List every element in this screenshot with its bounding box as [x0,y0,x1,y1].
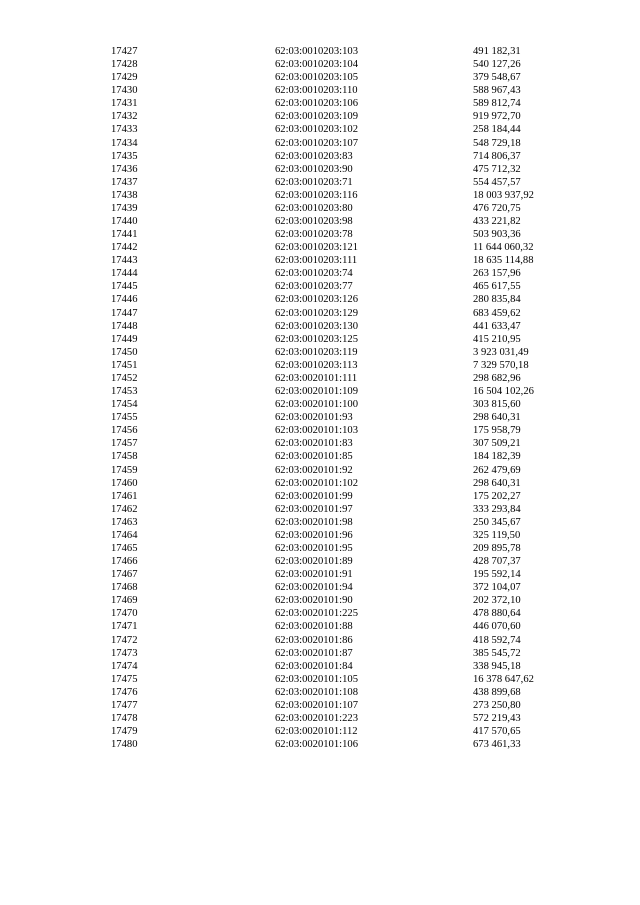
cadastral-number-cell: 62:03:0010203:98 [275,216,353,228]
table-row [0,123,640,136]
row-number-cell: 17459 [111,464,138,476]
cadastral-number-cell: 62:03:0010203:83 [275,150,353,162]
value-cell: 673 461,33 [473,739,521,751]
row-number-cell: 17466 [111,556,138,568]
value-cell: 298 682,96 [473,372,521,384]
value-cell: 379 548,67 [473,72,521,84]
cadastral-number-cell: 62:03:0020101:100 [275,399,358,411]
value-cell: 184 182,39 [473,451,521,463]
row-number-cell: 17446 [111,294,138,306]
row-number-cell: 17463 [111,516,138,528]
row-number-cell: 17450 [111,346,138,358]
cadastral-number-cell: 62:03:0010203:125 [275,333,358,345]
row-number-cell: 17439 [111,202,138,214]
row-number-cell: 17480 [111,739,138,751]
row-number-cell: 17432 [111,111,138,123]
table-row [0,385,640,398]
value-cell: 919 972,70 [473,111,521,123]
cadastral-number-cell: 62:03:0020101:106 [275,739,358,751]
cadastral-number-cell: 62:03:0020101:225 [275,608,358,620]
cadastral-number-cell: 62:03:0010203:110 [275,85,358,97]
table-row [0,594,640,607]
row-number-cell: 17462 [111,503,138,515]
value-cell: 175 202,27 [473,490,521,502]
row-number-cell: 17429 [111,72,138,84]
value-cell: 441 633,47 [473,320,521,332]
cadastral-number-cell: 62:03:0020101:99 [275,490,353,502]
cadastral-number-cell: 62:03:0020101:84 [275,660,353,672]
cadastral-number-cell: 62:03:0010203:119 [275,346,358,358]
row-number-cell: 17468 [111,582,138,594]
table-row [0,477,640,490]
row-number-cell: 17436 [111,163,138,175]
cadastral-number-cell: 62:03:0020101:103 [275,425,358,437]
value-cell: 540 127,26 [473,59,521,71]
row-number-cell: 17469 [111,595,138,607]
table-row [0,673,640,686]
row-number-cell: 17477 [111,699,138,711]
cadastral-number-cell: 62:03:0020101:98 [275,516,353,528]
row-number-cell: 17454 [111,399,138,411]
table-row [0,215,640,228]
value-cell: 417 570,65 [473,726,521,738]
row-number-cell: 17443 [111,255,138,267]
value-cell: 333 293,84 [473,503,521,515]
table-row [0,555,640,568]
row-number-cell: 17472 [111,634,138,646]
value-cell: 446 070,60 [473,621,521,633]
cadastral-number-cell: 62:03:0020101:109 [275,386,358,398]
row-number-cell: 17430 [111,85,138,97]
value-cell: 175 958,79 [473,425,521,437]
row-number-cell: 17451 [111,359,138,371]
cadastral-number-cell: 62:03:0020101:112 [275,726,358,738]
table-row [0,437,640,450]
table-row [0,241,640,254]
row-number-cell: 17457 [111,438,138,450]
value-cell: 16 378 647,62 [473,673,534,685]
table-row [0,84,640,97]
row-number-cell: 17445 [111,281,138,293]
value-cell: 262 479,69 [473,464,521,476]
cadastral-number-cell: 62:03:0020101:89 [275,556,353,568]
row-number-cell: 17465 [111,542,138,554]
row-number-cell: 17437 [111,176,138,188]
row-number-cell: 17460 [111,477,138,489]
row-number-cell: 17467 [111,569,138,581]
cadastral-number-cell: 62:03:0020101:93 [275,412,353,424]
value-cell: 714 806,37 [473,150,521,162]
value-cell: 3 923 031,49 [473,346,529,358]
table-row [0,424,640,437]
table-row [0,607,640,620]
value-cell: 465 617,55 [473,281,521,293]
row-number-cell: 17456 [111,425,138,437]
value-cell: 683 459,62 [473,307,521,319]
cadastral-number-cell: 62:03:0010203:103 [275,46,358,57]
value-cell: 11 644 060,32 [473,242,534,254]
cadastral-number-cell: 62:03:0020101:87 [275,647,353,659]
table-row [0,450,640,463]
cadastral-number-cell: 62:03:0020101:86 [275,634,353,646]
value-cell: 588 967,43 [473,85,521,97]
cadastral-number-cell: 62:03:0010203:126 [275,294,358,306]
cadastral-number-cell: 62:03:0020101:92 [275,464,353,476]
value-cell: 325 119,50 [473,529,521,541]
value-cell: 250 345,67 [473,516,521,528]
row-number-cell: 17444 [111,268,138,280]
table-row [0,137,640,150]
value-cell: 303 815,60 [473,399,521,411]
table-row [0,660,640,673]
table-row [0,398,640,411]
cadastral-number-cell: 62:03:0020101:95 [275,542,353,554]
table-row [0,176,640,189]
table-row [0,647,640,660]
value-cell: 415 210,95 [473,333,521,345]
table-row [0,346,640,359]
table-row [0,372,640,385]
value-cell: 195 592,14 [473,569,521,581]
table-row [0,464,640,477]
cadastral-number-cell: 62:03:0010203:116 [275,189,358,201]
cadastral-number-cell: 62:03:0010203:107 [275,137,358,149]
row-number-cell: 17478 [111,712,138,724]
row-number-cell: 17458 [111,451,138,463]
table-row [0,110,640,123]
value-cell: 491 182,31 [473,46,521,57]
value-cell: 372 104,07 [473,582,521,594]
row-number-cell: 17455 [111,412,138,424]
value-cell: 18 003 937,92 [473,189,534,201]
table-row [0,307,640,320]
cadastral-number-cell: 62:03:0020101:105 [275,673,358,685]
cadastral-number-cell: 62:03:0020101:83 [275,438,353,450]
row-number-cell: 17434 [111,137,138,149]
value-cell: 298 640,31 [473,412,521,424]
value-cell: 589 812,74 [473,98,521,110]
row-number-cell: 17449 [111,333,138,345]
row-number-cell: 17447 [111,307,138,319]
table-row [0,71,640,84]
table-row [0,411,640,424]
cadastral-number-cell: 62:03:0020101:108 [275,686,358,698]
row-number-cell: 17448 [111,320,138,332]
cadastral-number-cell: 62:03:0010203:104 [275,59,358,71]
row-number-cell: 17428 [111,59,138,71]
table-row [0,503,640,516]
table-row [0,490,640,503]
value-cell: 202 372,10 [473,595,521,607]
table-row [0,202,640,215]
table-row [0,280,640,293]
table-row [0,634,640,647]
value-cell: 273 250,80 [473,699,521,711]
value-cell: 338 945,18 [473,660,521,672]
table-row [0,738,640,751]
cadastral-number-cell: 62:03:0020101:97 [275,503,353,515]
row-number-cell: 17433 [111,124,138,136]
value-cell: 475 712,32 [473,163,521,175]
row-number-cell: 17438 [111,189,138,201]
value-cell: 428 707,37 [473,556,521,568]
table-row [0,97,640,110]
value-cell: 418 592,74 [473,634,521,646]
cadastral-number-cell: 62:03:0010203:109 [275,111,358,123]
value-cell: 263 157,96 [473,268,521,280]
value-cell: 478 880,64 [473,608,521,620]
value-cell: 385 545,72 [473,647,521,659]
value-cell: 209 895,78 [473,542,521,554]
cadastral-number-cell: 62:03:0020101:111 [275,372,358,384]
value-cell: 503 903,36 [473,229,521,241]
row-number-cell: 17440 [111,216,138,228]
cadastral-number-cell: 62:03:0010203:74 [275,268,353,280]
table-row [0,712,640,725]
row-number-cell: 17464 [111,529,138,541]
cadastral-number-cell: 62:03:0010203:129 [275,307,358,319]
value-cell: 280 835,84 [473,294,521,306]
cadastral-number-cell: 62:03:0010203:71 [275,176,353,188]
cadastral-number-cell: 62:03:0010203:78 [275,229,353,241]
value-cell: 572 219,43 [473,712,521,724]
cadastral-number-cell: 62:03:0010203:113 [275,359,358,371]
cadastral-number-cell: 62:03:0020101:223 [275,712,358,724]
table-row [0,228,640,241]
table-row [0,529,640,542]
row-number-cell: 17461 [111,490,138,502]
cadastral-number-cell: 62:03:0020101:94 [275,582,353,594]
cadastral-number-cell: 62:03:0010203:90 [275,163,353,175]
row-number-cell: 17452 [111,372,138,384]
table-row [0,686,640,699]
table-row [0,293,640,306]
cadastral-number-cell: 62:03:0010203:106 [275,98,358,110]
row-number-cell: 17431 [111,98,138,110]
table-row [0,333,640,346]
table-row [0,542,640,555]
cadastral-number-cell: 62:03:0020101:90 [275,595,353,607]
table-row [0,516,640,529]
row-number-cell: 17442 [111,242,138,254]
table-row [0,568,640,581]
table-row [0,150,640,163]
cadastral-number-cell: 62:03:0010203:130 [275,320,358,332]
cadastral-number-cell: 62:03:0010203:102 [275,124,358,136]
table-row [0,320,640,333]
cadastral-number-cell: 62:03:0010203:80 [275,202,353,214]
value-cell: 258 184,44 [473,124,521,136]
table-row [0,581,640,594]
cadastral-number-cell: 62:03:0010203:111 [275,255,358,267]
table-row [0,359,640,372]
table-row [0,163,640,176]
value-cell: 16 504 102,26 [473,386,534,398]
value-cell: 307 509,21 [473,438,521,450]
row-number-cell: 17479 [111,726,138,738]
cadastral-number-cell: 62:03:0020101:88 [275,621,353,633]
cadastral-number-cell: 62:03:0020101:96 [275,529,353,541]
table-row [0,254,640,267]
cadastral-number-cell: 62:03:0020101:85 [275,451,353,463]
row-number-cell: 17475 [111,673,138,685]
value-cell: 554 457,57 [473,176,521,188]
value-cell: 476 720,75 [473,202,521,214]
table-row [0,58,640,71]
value-cell: 548 729,18 [473,137,521,149]
row-number-cell: 17453 [111,386,138,398]
row-number-cell: 17476 [111,686,138,698]
row-number-cell: 17471 [111,621,138,633]
cadastral-number-cell: 62:03:0020101:91 [275,569,353,581]
value-cell: 7 329 570,18 [473,359,529,371]
value-cell: 433 221,82 [473,216,521,228]
table-row [0,189,640,202]
cadastral-number-cell: 62:03:0010203:105 [275,72,358,84]
cadastral-number-cell: 62:03:0020101:102 [275,477,358,489]
table-row [0,620,640,633]
row-number-cell: 17473 [111,647,138,659]
table-row [0,267,640,280]
table-row [0,45,640,58]
cadastral-number-cell: 62:03:0010203:77 [275,281,353,293]
cadastral-number-cell: 62:03:0020101:107 [275,699,358,711]
value-cell: 438 899,68 [473,686,521,698]
value-cell: 18 635 114,88 [473,255,534,267]
cadastral-number-cell: 62:03:0010203:121 [275,242,358,254]
data-table [0,45,640,751]
table-row [0,725,640,738]
row-number-cell: 17441 [111,229,138,241]
row-number-cell: 17435 [111,150,138,162]
row-number-cell: 17470 [111,608,138,620]
row-number-cell: 17427 [111,46,138,57]
value-cell: 298 640,31 [473,477,521,489]
row-number-cell: 17474 [111,660,138,672]
table-row [0,699,640,712]
